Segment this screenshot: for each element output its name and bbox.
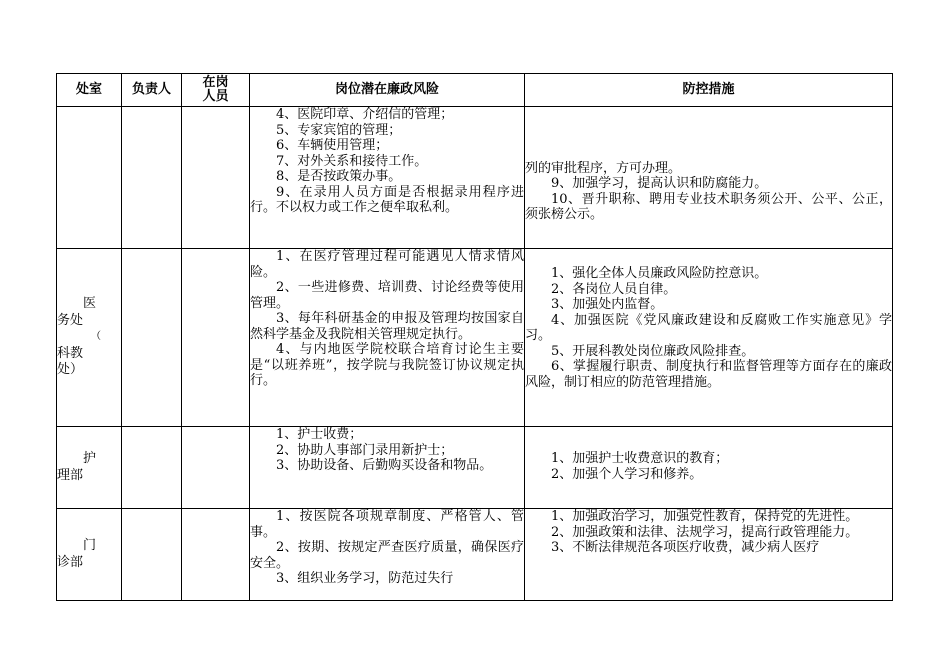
- department-cell: [57, 107, 122, 249]
- header-responsible-person: 负责人: [122, 74, 182, 107]
- header-on-duty-staff-line: 在岗: [202, 75, 229, 90]
- department-name-line: （: [91, 331, 101, 343]
- measure-item: 6、掌握履行职责、制度执行和监督管理等方面存在的廉政风险，制订相应的防范管理措施。: [525, 359, 892, 390]
- risk-item: 3、组织业务学习，防范过失行: [276, 571, 454, 586]
- header-potential-risks: 岗位潜在廉政风险: [250, 74, 525, 107]
- risk-item: 2、一些进修费、培训费、讨论经费等使用管理。: [250, 280, 524, 311]
- header-on-duty-staff: [182, 74, 250, 107]
- measure-item: 1、加强护士收费意识的教育；: [551, 451, 729, 466]
- measure-item: 1、强化全体人员廉政风险防控意识。: [551, 266, 768, 281]
- measure-cell: [525, 427, 893, 509]
- measure-cell: [525, 107, 893, 249]
- risk-cell: [250, 427, 525, 509]
- responsible-person-cell: [122, 427, 182, 509]
- risk-item: 2、按期、按规定严查医疗质量，确保医疗安全。: [250, 540, 524, 571]
- department-cell: [57, 427, 122, 509]
- risk-item: 4、与内地医学院校联合培育讨论生主要是“以班养班”，按学院与我院签订协议规定执行。: [250, 342, 524, 388]
- table-row: [57, 107, 893, 249]
- measure-cell: [525, 509, 893, 601]
- header-control-measures: 防控措施: [525, 74, 893, 107]
- risk-item: 2、协助人事部门录用新护士；: [276, 442, 454, 458]
- measure-item: 10、晋升职称、聘用专业技术职务须公开、公平、公正，须张榜公示。: [525, 191, 892, 222]
- risk-item: 7、对外关系和接待工作。: [276, 153, 428, 169]
- measure-item: 5、开展科教处岗位廉政风险排查。: [551, 343, 755, 359]
- measure-continuation: 列的审批程序，方可办理。: [525, 160, 682, 176]
- risk-item: 1、护士收费；: [276, 427, 363, 442]
- department-name-line: 务处: [57, 312, 84, 328]
- risk-item: 3、每年科研基金的申报及管理均按国家自然科学基金及我院相关管理规定执行。: [250, 311, 524, 342]
- department-name-line: 护: [83, 451, 97, 466]
- risk-cell: [250, 249, 525, 427]
- measure-item: 2、加强政策和法律、法规学习，提高行政管理能力。: [551, 524, 859, 540]
- on-duty-staff-cell: [182, 107, 250, 249]
- measure-cell: [525, 249, 893, 427]
- department-name-line: 科教: [57, 345, 84, 361]
- measure-item: 2、各岗位人员自律。: [551, 281, 677, 297]
- measure-item: 3、加强处内监督。: [551, 297, 664, 312]
- table-row: [57, 509, 893, 601]
- table-row: [57, 427, 893, 509]
- risk-item: 3、协助设备、后勤购买设备和物品。: [276, 458, 493, 473]
- measure-item: 2、加强个人学习和修养。: [551, 466, 703, 482]
- department-cell: [57, 509, 122, 601]
- measure-item: 3、不断法律规范各项医疗收费，减少病人医疗: [551, 540, 820, 555]
- department-name-line: 处）: [57, 362, 84, 378]
- risk-item: 9、在录用人员方面是否根据录用程序进行。不以权力或工作之便牟取私利。: [250, 184, 524, 215]
- on-duty-staff-cell: [182, 249, 250, 427]
- risk-item: 1、在医疗管理过程可能遇见人情求情风险。: [250, 249, 524, 280]
- risk-cell: [250, 509, 525, 601]
- department-name-line: 诊部: [57, 554, 84, 570]
- on-duty-staff-cell: [182, 509, 250, 601]
- responsible-person-cell: [122, 107, 182, 249]
- measure-item: 1、加强政治学习，加强党性教育，保持党的先进性。: [551, 509, 859, 524]
- header-on-duty-staff-line: 人员: [202, 89, 229, 104]
- risk-cell: [250, 107, 525, 249]
- measure-item: 4、加强医院《党风廉政建设和反腐败工作实施意见》学习。: [525, 312, 892, 343]
- table-row: [57, 249, 893, 427]
- measure-item: 9、加强学习，提高认识和防腐能力。: [551, 176, 768, 191]
- risk-item: 5、专家宾馆的管理；: [276, 122, 402, 138]
- risk-control-table: [56, 73, 893, 601]
- responsible-person-cell: [122, 509, 182, 601]
- table-header-row: [57, 74, 893, 107]
- risk-item: 4、医院印章、介绍信的管理；: [276, 107, 454, 122]
- department-cell: [57, 249, 122, 427]
- department-name-line: 医: [83, 296, 97, 312]
- department-name-line: 理部: [57, 467, 84, 483]
- risk-item: 6、车辆使用管理；: [276, 138, 389, 153]
- risk-item: 8、是否按政策办事。: [276, 169, 402, 184]
- header-department: 处室: [57, 74, 122, 107]
- risk-item: 1、按医院各项规章制度、严格管人、管事。: [250, 509, 524, 540]
- responsible-person-cell: [122, 249, 182, 427]
- department-name-line: 门: [83, 538, 97, 553]
- on-duty-staff-cell: [182, 427, 250, 509]
